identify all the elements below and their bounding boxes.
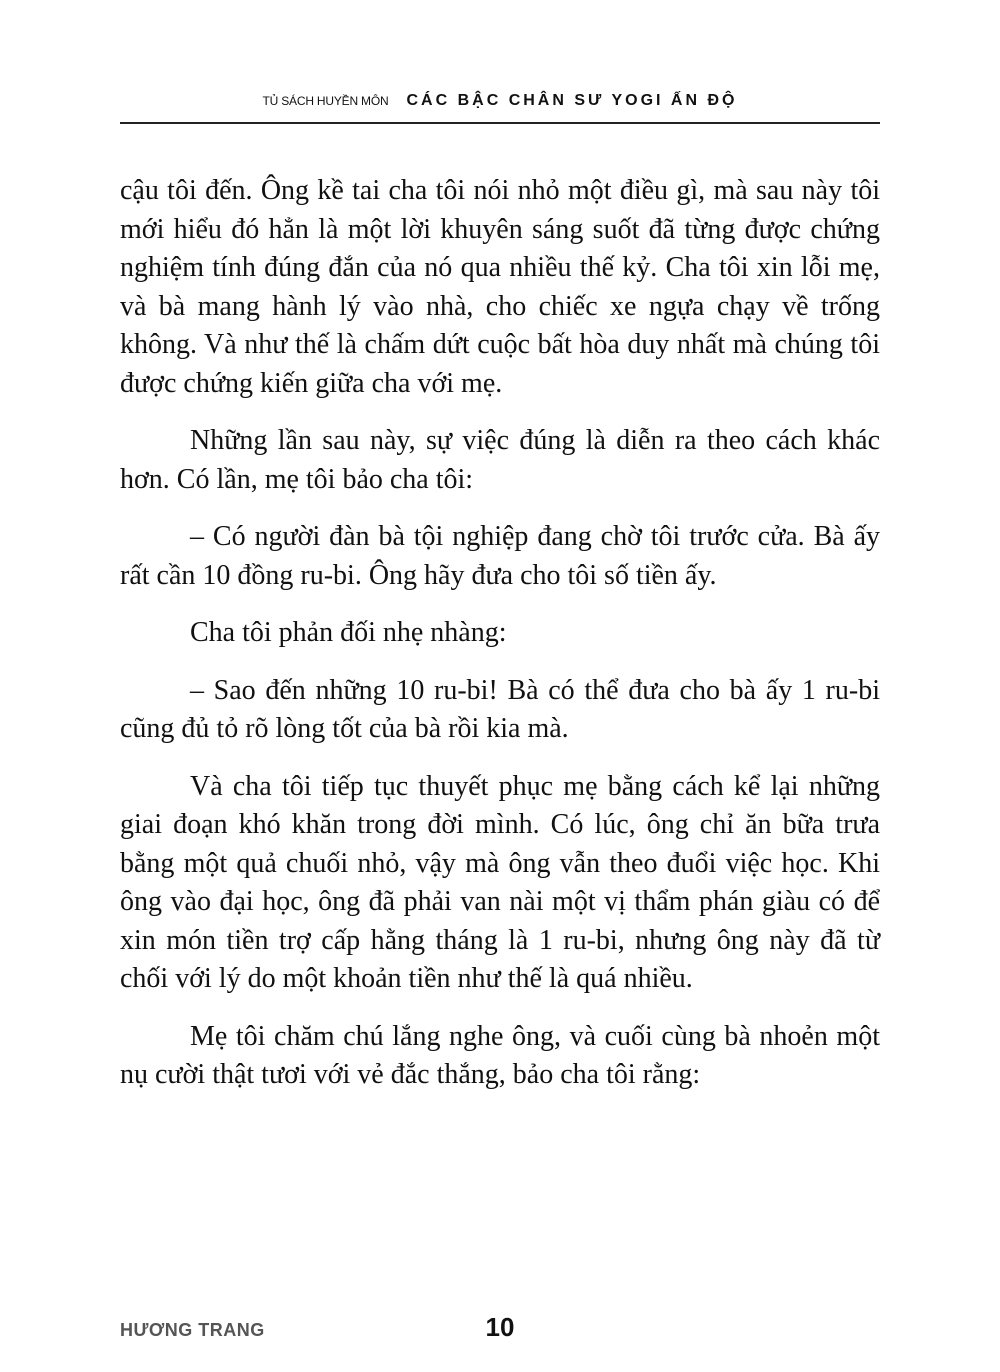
book-title: CÁC BẬC CHÂN SƯ YOGI ẤN ĐỘ bbox=[406, 92, 738, 109]
page-number: 10 bbox=[485, 1312, 515, 1342]
paragraph: – Sao đến những 10 ru-bi! Bà có thể đưa cho bà ấy 1 ru-bi cũng đủ tỏ rõ lòng tốt của bà rồi kia mà. bbox=[120, 674, 880, 744]
paragraph: Những lần sau này, sự việc đúng là diễn ra theo cách khác hơn. Có lần, mẹ tôi bảo cha tôi: bbox=[120, 425, 880, 495]
header-rule bbox=[120, 122, 880, 124]
paragraph: cậu tôi đến. Ông kề tai cha tôi nói nhỏ một điều gì, mà sau này tôi mới hiểu đó hẳn là một lời khuyên sáng suốt đã từng được chứng nghiệm tính đúng đắn của nó qua nhiều thế kỷ. Cha tôi xin lỗi mẹ, và bà mang hành lý vào nhà, cho chiếc xe ngựa chạy về trống không. Và như thế là chấm dứt cuộc bất hòa duy nhất mà chúng tôi được chứng kiến giữa cha với mẹ. bbox=[120, 175, 880, 399]
publisher-name: HƯƠNG TRANG bbox=[120, 1320, 265, 1340]
paragraph: Mẹ tôi chăm chú lắng nghe ông, và cuối cùng bà nhoẻn một nụ cười thật tươi với vẻ đắc thắng, bảo cha tôi rằng: bbox=[120, 1020, 880, 1090]
running-header bbox=[120, 92, 880, 120]
series-name: TỦ SÁCH HUYỀN MÔN bbox=[262, 94, 389, 108]
paragraph: – Có người đàn bà tội nghiệp đang chờ tôi trước cửa. Bà ấy rất cần 10 đồng ru-bi. Ông hãy đưa cho tôi số tiền ấy. bbox=[120, 521, 880, 591]
page-body bbox=[120, 172, 880, 1114]
paragraph: Và cha tôi tiếp tục thuyết phục mẹ bằng cách kể lại những giai đoạn khó khăn trong đời mình. Có lúc, ông chỉ ăn bữa trưa bằng một quả chuối nhỏ, vậy mà ông vẫn theo đuổi việc học. Khi ông vào đại học, ông đã phải van nài một vị thẩm phán giàu có để xin món tiền trợ cấp hằng tháng là 1 ru-bi, nhưng ông này đã từ chối với lý do một khoản tiền như thế là quá nhiều. bbox=[120, 770, 880, 994]
paragraph: Cha tôi phản đối nhẹ nhàng: bbox=[190, 617, 507, 648]
